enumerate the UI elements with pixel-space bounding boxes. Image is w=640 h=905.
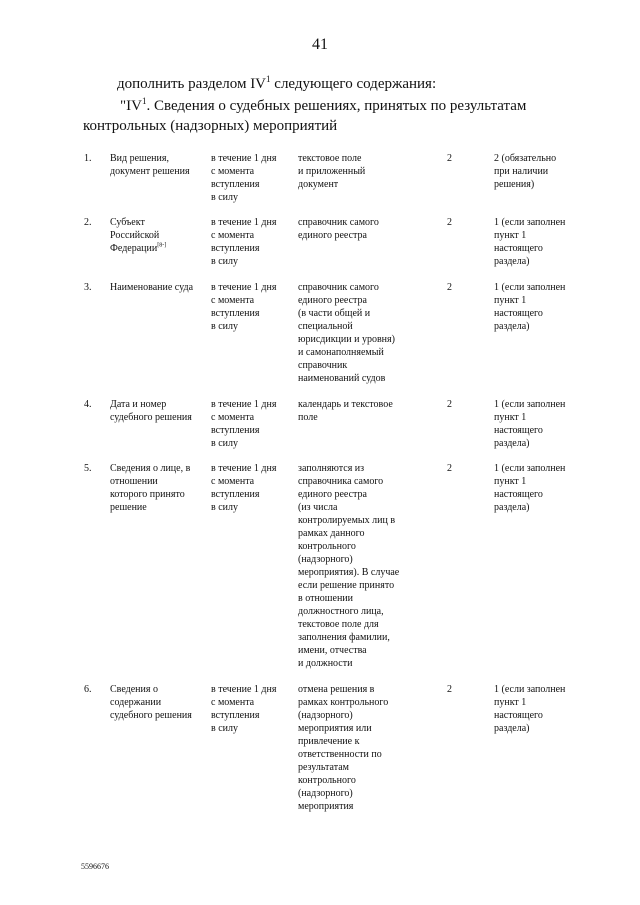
field-type: справочник самого единого реестра — [298, 217, 379, 241]
requirement: 1 (если заполнен пункт 1 настоящего раздела) — [494, 282, 566, 332]
field-name: Сведения о лице, в отношении которого принято решение — [110, 463, 191, 513]
access-level: 2 — [447, 217, 452, 228]
submission-term: в течение 1 дня с момента вступления в силу — [211, 463, 277, 513]
access-level: 2 — [447, 282, 452, 293]
submission-term: в течение 1 дня с момента вступления в силу — [211, 217, 277, 267]
requirement: 1 (если заполнен пункт 1 настоящего раздела) — [494, 463, 566, 513]
row-number: 2. — [84, 217, 92, 228]
heading-text: . Сведения о судебных решениях, принятых по результатам — [146, 98, 527, 114]
requirement: 1 (если заполнен пункт 1 настоящего раздела) — [494, 217, 566, 267]
row-number: 5. — [84, 463, 92, 474]
field-type: заполняются из справочника самого единого реестра (из числа контролируемых лиц в рамках данного контрольного (надзорного) мероприятия). В случае если решение принято в отношении должностного лица, текстовое поле для заполнения фамилии, имени, отчества и должности — [298, 463, 400, 669]
document-code: 5596676 — [81, 862, 109, 871]
submission-term: в течение 1 дня с момента вступления в силу — [211, 684, 277, 734]
requirement: 1 (если заполнен пункт 1 настоящего раздела) — [494, 684, 566, 734]
requirement: 1 (если заполнен пункт 1 настоящего раздела) — [494, 399, 566, 449]
heading-superscript: 1 — [141, 96, 147, 106]
row-number: 3. — [84, 282, 92, 293]
field-name: Дата и номер судебного решения — [110, 399, 192, 423]
access-level: 2 — [447, 463, 452, 474]
field-type: справочник самого единого реестра (в части общей и специальной юрисдикции и уровня) и самонаполняемый справочник наименований судов — [298, 282, 395, 384]
field-name: Вид решения, документ решения — [110, 153, 190, 177]
access-level: 2 — [447, 153, 452, 164]
row-number: 1. — [84, 153, 92, 164]
page-number: 41 — [312, 36, 328, 53]
field-type: календарь и текстовое поле — [298, 399, 393, 423]
row-number: 4. — [84, 399, 92, 410]
heading-line-1 — [83, 96, 573, 116]
section-heading — [83, 96, 573, 136]
submission-term: в течение 1 дня с момента вступления в силу — [211, 282, 277, 332]
field-name: Сведения о содержании судебного решения — [110, 684, 192, 721]
submission-term: в течение 1 дня с момента вступления в силу — [211, 399, 277, 449]
access-level: 2 — [447, 399, 452, 410]
intro-text — [117, 76, 436, 93]
heading-prefix: "IV — [120, 98, 142, 114]
requirement: 2 (обязательно при наличии решения) — [494, 153, 557, 190]
field-name: Наименование суда — [110, 282, 194, 293]
row-number: 6. — [84, 684, 92, 695]
field-type: отмена решения в рамках контрольного (надзорного) мероприятия или привлечение к ответственности по результатам контрольного (надзорного) мероприятия — [298, 684, 389, 812]
intro-superscript: 1 — [266, 74, 271, 84]
intro-before: дополнить разделом IV — [117, 76, 267, 92]
field-name: Субъект Российской Федерации[8-] — [110, 217, 167, 254]
field-type: текстовое поле и приложенный документ — [298, 153, 366, 190]
access-level: 2 — [447, 684, 452, 695]
submission-term: в течение 1 дня с момента вступления в силу — [211, 153, 277, 203]
heading-line-2: контрольных (надзорных) мероприятий — [83, 118, 338, 134]
intro-after: следующего содержания: — [270, 76, 437, 92]
